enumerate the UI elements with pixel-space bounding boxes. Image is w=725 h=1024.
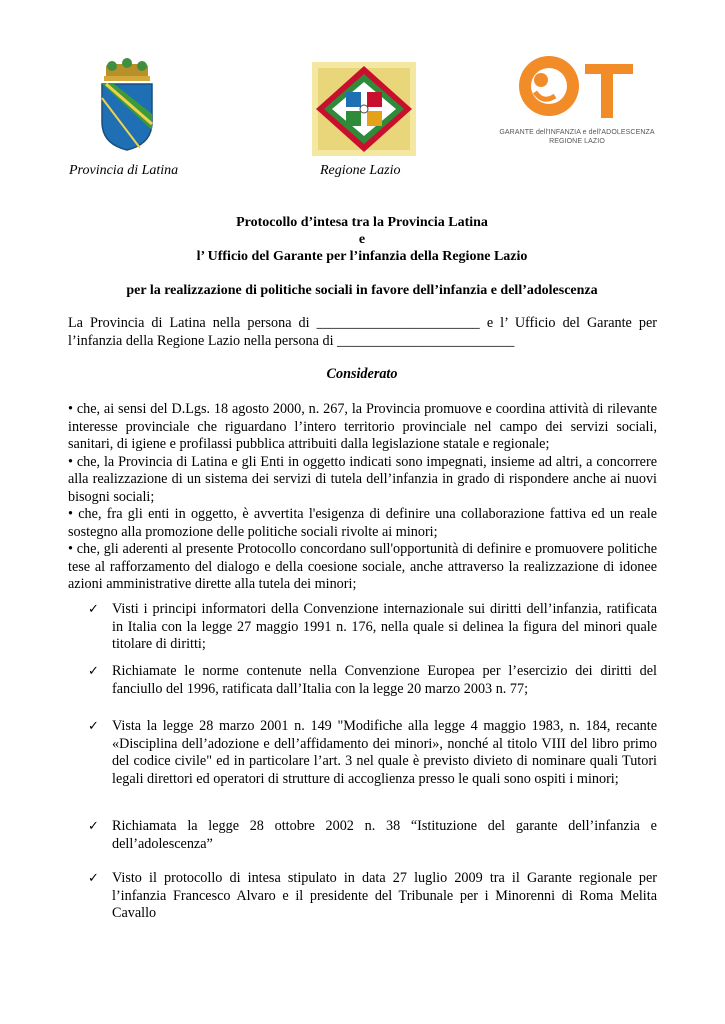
checkmark-icon: ✓ [88, 602, 99, 617]
check-item-text: Visti i principi informatori della Convenzione internazionale sui diritti dell’infanzia, ratificata in Italia con la legge 27 maggio 1991 n. 176, nella quale si delinea la figura del minori quale titolare di diritti; [112, 601, 657, 652]
check-list-item [88, 870, 657, 923]
check-list-item [88, 718, 657, 788]
garante-logo-text: GARANTE dell'INFANZIA e dell'ADOLESCENZA [499, 129, 655, 136]
considerato-heading: Considerato [326, 366, 398, 382]
bullet-item: • che, la Provincia di Latina e gli Enti in oggetto indicati sono impegnati, insieme ad altri, a concorrere alla realizzazione di un sistema dei servizi di tutela dell’infanzia in grado di rispondere anche ai nuovi bisogni sociali; [68, 453, 657, 505]
bullet-item: • che, fra gli enti in oggetto, è avvertita l'esigenza di definire una collaborazione fattiva ed un reale sostegno alla promozione delle politiche sociali rivolte ai minori; [68, 506, 657, 540]
check-item-text: Visto il protocollo di intesa stipulato in data 27 luglio 2009 tra il Garante regionale per l’infanzia Francesco Alvaro e il presidente del Tribunale per i Minorenni di Roma Melita Cavallo [112, 870, 657, 921]
provincia-latina-caption: Provincia di Latina [69, 163, 179, 178]
title-line-2: e [358, 232, 366, 247]
checkmark-icon: ✓ [88, 871, 99, 886]
check-item-text: Richiamata la legge 28 ottobre 2002 n. 38 “Istituzione del garante dell’infanzia e dell’adolescenza” [112, 818, 657, 852]
considerato-bullets [68, 401, 657, 594]
garante-infanzia-logo [497, 50, 657, 155]
document-subtitle: per la realizzazione di politiche sociali in favore dell’infanzia e dell’adolescenza [126, 283, 598, 298]
regione-lazio-caption: Regione Lazio [320, 163, 401, 178]
check-item-text: Vista la legge 28 marzo 2001 n. 149 "Modifiche alla legge 4 maggio 1983, n. 184, recante «Disciplina dell’adozione e dell’affidamento dei minori», nonché al titolo VIII del libro primo del codice civile" ed in particolare l’art. 3 nel quale è previsto divieto di nominare quali Tutori legali direttori ed operatori di strutture di accoglienza presso le quali sono ospiti i minori; [112, 718, 657, 787]
check-list-item [88, 818, 657, 853]
checkmark-icon: ✓ [88, 719, 99, 734]
garante-logo-caption [497, 128, 657, 146]
bullet-item: • che, gli aderenti al presente Protocollo concordano sull'opportunità di definire e promuovere politiche tese al rafforzamento del dialogo e della coesione sociale, anche attraverso la realizzazione di idonee azioni amministrative dirette alla tutela dei minori; [68, 541, 657, 592]
check-item-text: Richiamate le norme contenute nella Convenzione Europea per l’esercizio dei diritti del fanciullo del 1996, ratificata dall’Italia con la legge 20 marzo 2003 n. 77; [112, 663, 657, 697]
checkmark-icon: ✓ [88, 664, 99, 679]
check-list-item [88, 663, 657, 698]
checkmark-icon: ✓ [88, 819, 99, 834]
title-line-1: Protocollo d’intesa tra la Provincia Latina [236, 215, 488, 230]
garante-logo-subtext: REGIONE LAZIO [549, 138, 605, 145]
regione-lazio-emblem [312, 62, 416, 156]
title-line-3: l’ Ufficio del Garante per l’infanzia della Regione Lazio [196, 249, 528, 264]
intro-paragraph: La Provincia di Latina nella persona di _______________________ e l’ Ufficio del Garante per l’infanzia della Regione Lazio nella persona di _________________________ [68, 315, 657, 349]
check-list-item [88, 601, 657, 654]
provincia-latina-emblem [92, 58, 162, 152]
bullet-item: • che, ai sensi del D.Lgs. 18 agosto 2000, n. 267, la Provincia promuove e coordina attività di rilevante interesse provinciale che riguardano l’intero territorio provinciale nel campo dei servizi sociali, sanitari, di igiene e profilassi pubblica attribuiti dalla legislazione statale e regionale; [68, 401, 657, 452]
